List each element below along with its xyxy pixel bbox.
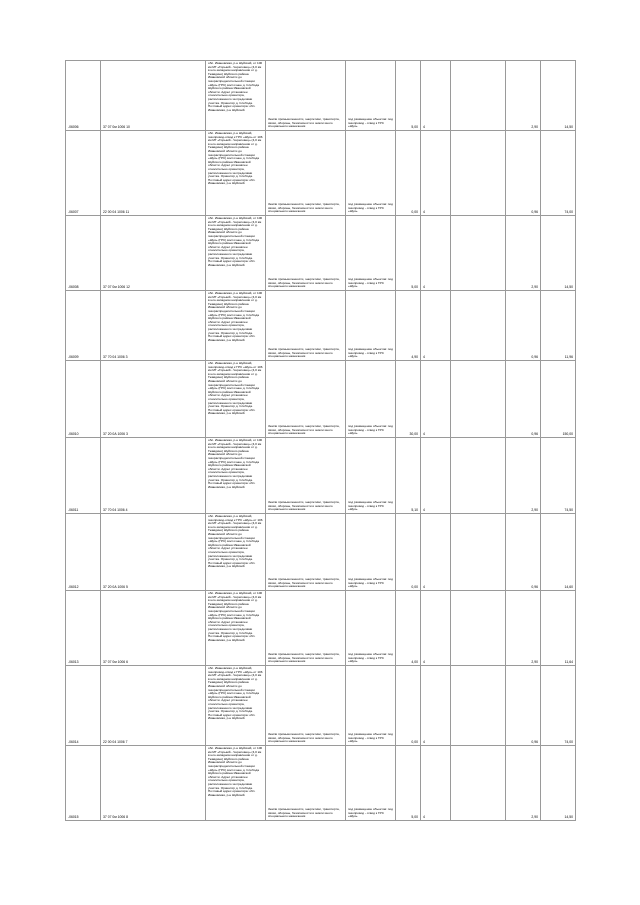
rate-value: 0,96 [506, 131, 541, 215]
rate-value: 0,96 [506, 291, 541, 360]
rate-value: 2,90 [506, 746, 541, 820]
zone-value: 4 [421, 591, 451, 665]
amount-value: 14,50 [541, 216, 576, 290]
parcel-address: обл. Ивановская, р-н Шуйский, от 100 км МГ «Горький - Череповец» (4,0 км в юго-западном направлении от д. Гжавдино) Шуйского района Ивановской области до газораспределительной станции «Шуя» (ГРС) восточнее д. Слобода Шуйского района Ивановской области. Адрес установлен относительно ориентира, расположенного за пределами участка. Ориентир д. Слобода. Почтовый адрес ориентира: обл. Ивановская, р-н Шуйский [206, 591, 266, 665]
rate-value: 2,90 [506, 591, 541, 665]
table-row [66, 746, 576, 821]
area-value: 4,00 [396, 591, 421, 665]
table-row [66, 514, 576, 591]
registry-number: -06013 [66, 591, 101, 665]
permitted-use: под размещение объектов: под газопровод - отвод к ГРС «Шуя» [346, 746, 396, 820]
amount-value: 14,60 [541, 514, 576, 590]
permitted-use: под размещение объектов: под газопровод - отвод к ГРС «Шуя» [346, 61, 396, 130]
zone-value: 4 [421, 131, 451, 215]
zone-value: 4 [421, 438, 451, 513]
cadastral-number: 37 07 0м 1006 12 [101, 216, 206, 290]
parcel-address: обл. Ивановская, р-н Шуйский, газопровод-отвод к ГРС «Шуя» от 106 км МГ «Горький - Череповец» (4,0 км в юго-западном направлении от д. Гжавдино) Шуйского района Ивановской области до газораспределительной станции «Шуя» (ГРС) восточнее д. Слобода Шуйского района Ивановской области. Адрес установлен относительно ориентира, расположенного за пределами участка. Ориентир д. Слобода. Почтовый адрес ориентира: обл. Ивановская, р-н Шуйский [206, 131, 266, 215]
rate-value: 2,90 [506, 61, 541, 130]
area-value: 5,00 [396, 216, 421, 290]
cadastral-number: 37 20 0А 1006 5 [101, 514, 206, 590]
permitted-use: под размещение объектов: под газопровод - отвод к ГРС «Шуя» [346, 438, 396, 513]
rate-value: 0,96 [506, 361, 541, 437]
rate-value: 0,96 [506, 514, 541, 590]
parcel-address: обл. Ивановская, р-н Шуйский, от 100 км МГ «Горький - Череповец» (4,0 км в юго-западном направлении от д. Гжавдино) Шуйского района Ивановской области до газораспределительной станции «Шуя» (ГРС) восточнее д. Слобода Шуйского района Ивановской области. Адрес установлен относительно ориентира, расположенного за пределами участка. Ориентир д. Слобода. Почтовый адрес ориентира: обл. Ивановская, р-н Шуйский [206, 291, 266, 360]
parcel-address: обл. Ивановская, р-н Шуйский, от 100 км МГ «Горький - Череповец» (4,0 км в юго-западном направлении от д. Гжавдино) Шуйского района Ивановской области до газораспределительной станции «Шуя» (ГРС) восточнее д. Слобода Шуйского района Ивановской области. Адрес установлен относительно ориентира, расположенного за пределами участка. Ориентир д. Слобода. Почтовый адрес ориентира: обл. Ивановская, р-н Шуйский [206, 438, 266, 513]
cadastral-number: 37 07 0м 1006 6 [101, 591, 206, 665]
amount-value: 14,50 [541, 746, 576, 820]
zone-value: 4 [421, 61, 451, 130]
area-value: 5,00 [396, 61, 421, 130]
area-value: 5,00 [396, 746, 421, 820]
empty-cell [451, 746, 506, 820]
land-category: Земли промышленности, энергетики, транспорта, связи, обороны, безопасности и земли иного специального назначения [266, 131, 346, 215]
cadastral-number: 37 07 0м 1006 8 [101, 746, 206, 820]
table-row [66, 361, 576, 438]
cadastral-number: 22 00 04 1006 11 [101, 131, 206, 215]
registry-number: -06015 [66, 746, 101, 820]
land-category: Земли промышленности, энергетики, транспорта, связи, обороны, безопасности и земли иного специального назначения [266, 514, 346, 590]
empty-cell [451, 591, 506, 665]
table-row [66, 438, 576, 514]
cadastral-number: 37 70 04 1006 3 [101, 291, 206, 360]
permitted-use: под размещение объектов: под газопровод - отвод к ГРС «Шуя» [346, 591, 396, 665]
cadastral-number: 22 00 04 1006 7 [101, 666, 206, 745]
amount-value: 74,00 [541, 666, 576, 745]
permitted-use: под размещение объектов: под газопровод - отвод к ГРС «Шуя» [346, 291, 396, 360]
empty-cell [451, 131, 506, 215]
amount-value: 11,64 [541, 591, 576, 665]
empty-cell [451, 666, 506, 745]
rate-value: 2,90 [506, 438, 541, 513]
empty-cell [451, 514, 506, 590]
table-row [66, 666, 576, 746]
parcel-address: обл. Ивановская, р-н Шуйский, от 100 км МГ «Горький - Череповец» (4,0 км в юго-западном направлении от д. Гжавдино) Шуйского района Ивановской области до газораспределительной станции «Шуя» (ГРС) восточнее д. Слобода Шуйского района Ивановской области. Адрес установлен относительно ориентира, расположенного за пределами участка. Ориентир д. Слобода. Почтовый адрес ориентира: обл. Ивановская, р-н Шуйский [206, 746, 266, 820]
empty-cell [451, 361, 506, 437]
parcel-address: обл. Ивановская, р-н Шуйский, от 100 км МГ «Горький - Череповец» (4,0 км в юго-западном направлении от д. Гжавдино) Шуйского района Ивановской области до газораспределительной станции «Шуя» (ГРС) восточнее д. Слобода Шуйского района Ивановской области. Адрес установлен относительно ориентира, расположенного за пределами участка. Ориентир д. Слобода. Почтовый адрес ориентира: обл. Ивановская, р-н Шуйский [206, 61, 266, 130]
zone-value: 4 [421, 746, 451, 820]
permitted-use: под размещение объектов: под газопровод - отвод к ГРС «Шуя» [346, 666, 396, 745]
rate-value: 0,96 [506, 666, 541, 745]
registry-number: -06006 [66, 61, 101, 130]
zone-value: 4 [421, 361, 451, 437]
zone-value: 4 [421, 514, 451, 590]
land-category: Земли промышленности, энергетики, транспорта, связи, обороны, безопасности и земли иного специального назначения [266, 361, 346, 437]
registry-number: -06007 [66, 131, 101, 215]
table-row [66, 291, 576, 361]
permitted-use: под размещение объектов: под газопровод - отвод к ГРС «Шуя» [346, 131, 396, 215]
cadastral-number: 37 07 0м 1006 10 [101, 61, 206, 130]
amount-value: 11,96 [541, 291, 576, 360]
land-category: Земли промышленности, энергетики, транспорта, связи, обороны, безопасности и земли иного специального назначения [266, 746, 346, 820]
parcel-address: обл. Ивановская, р-н Шуйский, от 100 км МГ «Горький - Череповец» (4,0 км в юго-западном направлении от д. Гжавдино) Шуйского района Ивановской области до газораспределительной станции «Шуя» (ГРС) восточнее д. Слобода Шуйского района Ивановской области. Адрес установлен относительно ориентира, расположенного за пределами участка. Ориентир д. Слобода. Почтовый адрес ориентира: обл. Ивановская, р-н Шуйский [206, 216, 266, 290]
zone-value: 4 [421, 291, 451, 360]
empty-cell [451, 61, 506, 130]
land-category: Земли промышленности, энергетики, транспорта, связи, обороны, безопасности и земли иного специального назначения [266, 438, 346, 513]
land-category: Земли промышленности, энергетики, транспорта, связи, обороны, безопасности и земли иного специального назначения [266, 216, 346, 290]
amount-value: 14,50 [541, 61, 576, 130]
registry-number: -06008 [66, 216, 101, 290]
land-category: Земли промышленности, энергетики, транспорта, связи, обороны, безопасности и земли иного специального назначения [266, 61, 346, 130]
parcel-address: обл. Ивановская, р-н Шуйский, газопровод-отвод к ГРС «Шуя» от 106 км МГ «Горький - Череповец» (4,0 км в юго-западном направлении от д. Гжавдино) Шуйского района Ивановской области до газораспределительной станции «Шуя» (ГРС) восточнее д. Слобода Шуйского района Ивановской области. Адрес установлен относительно ориентира, расположенного за пределами участка. Ориентир д. Слобода. Почтовый адрес ориентира: обл. Ивановская, р-н Шуйский [206, 514, 266, 590]
table-row [66, 131, 576, 216]
land-parcels-table [65, 60, 576, 821]
cadastral-number: 37 20 0А 1006 3 [101, 361, 206, 437]
table-row [66, 61, 576, 131]
land-category: Земли промышленности, энергетики, транспорта, связи, обороны, безопасности и земли иного специального назначения [266, 591, 346, 665]
registry-number: -06010 [66, 361, 101, 437]
cadastral-number: 37 70 04 1006 4 [101, 438, 206, 513]
registry-number: -06009 [66, 291, 101, 360]
empty-cell [451, 216, 506, 290]
land-category: Земли промышленности, энергетики, транспорта, связи, обороны, безопасности и земли иного специального назначения [266, 291, 346, 360]
parcel-address: обл. Ивановская, р-н Шуйский, газопровод-отвод к ГРС «Шуя» от 106 км МГ «Горький - Череповец» (4,0 км в юго-западном направлении от д. Гжавдино) Шуйского района Ивановской области до газораспределительной станции «Шуя» (ГРС) восточнее д. Слобода Шуйского района Ивановской области. Адрес установлен относительно ориентира, расположенного за пределами участка. Ориентир д. Слобода. Почтовый адрес ориентира: обл. Ивановская, р-н Шуйский [206, 666, 266, 745]
table-row [66, 216, 576, 291]
area-value: 30,00 [396, 361, 421, 437]
zone-value: 4 [421, 216, 451, 290]
table-row [66, 591, 576, 666]
amount-value: 150,00 [541, 361, 576, 437]
registry-number: -06012 [66, 514, 101, 590]
amount-value: 74,00 [541, 131, 576, 215]
permitted-use: под размещение объектов: под газопровод - отвод к ГРС «Шуя» [346, 216, 396, 290]
area-value: 4,90 [396, 291, 421, 360]
amount-value: 74,50 [541, 438, 576, 513]
zone-value: 4 [421, 666, 451, 745]
land-category: Земли промышленности, энергетики, транспорта, связи, обороны, безопасности и земли иного специального назначения [266, 666, 346, 745]
area-value: 0,00 [396, 666, 421, 745]
registry-number: -06014 [66, 666, 101, 745]
permitted-use: под размещение объектов: под газопровод - отвод к ГРС «Шуя» [346, 361, 396, 437]
area-value: 0,00 [396, 514, 421, 590]
empty-cell [451, 438, 506, 513]
permitted-use: под размещение объектов: под газопровод - отвод к ГРС «Шуя» [346, 514, 396, 590]
area-value: 0,00 [396, 131, 421, 215]
area-value: 5,10 [396, 438, 421, 513]
empty-cell [451, 291, 506, 360]
rate-value: 2,90 [506, 216, 541, 290]
parcel-address: обл. Ивановская, р-н Шуйский, газопровод-отвод к ГРС «Шуя» от 106 км МГ «Горький - Череповец» (4,0 км в юго-западном направлении от д. Гжавдино) Шуйского района Ивановской области до газораспределительной станции «Шуя» (ГРС) восточнее д. Слобода Шуйского района Ивановской области. Адрес установлен относительно ориентира, расположенного за пределами участка. Ориентир д. Слобода. Почтовый адрес ориентира: обл. Ивановская, р-н Шуйский [206, 361, 266, 437]
registry-number: -06011 [66, 438, 101, 513]
